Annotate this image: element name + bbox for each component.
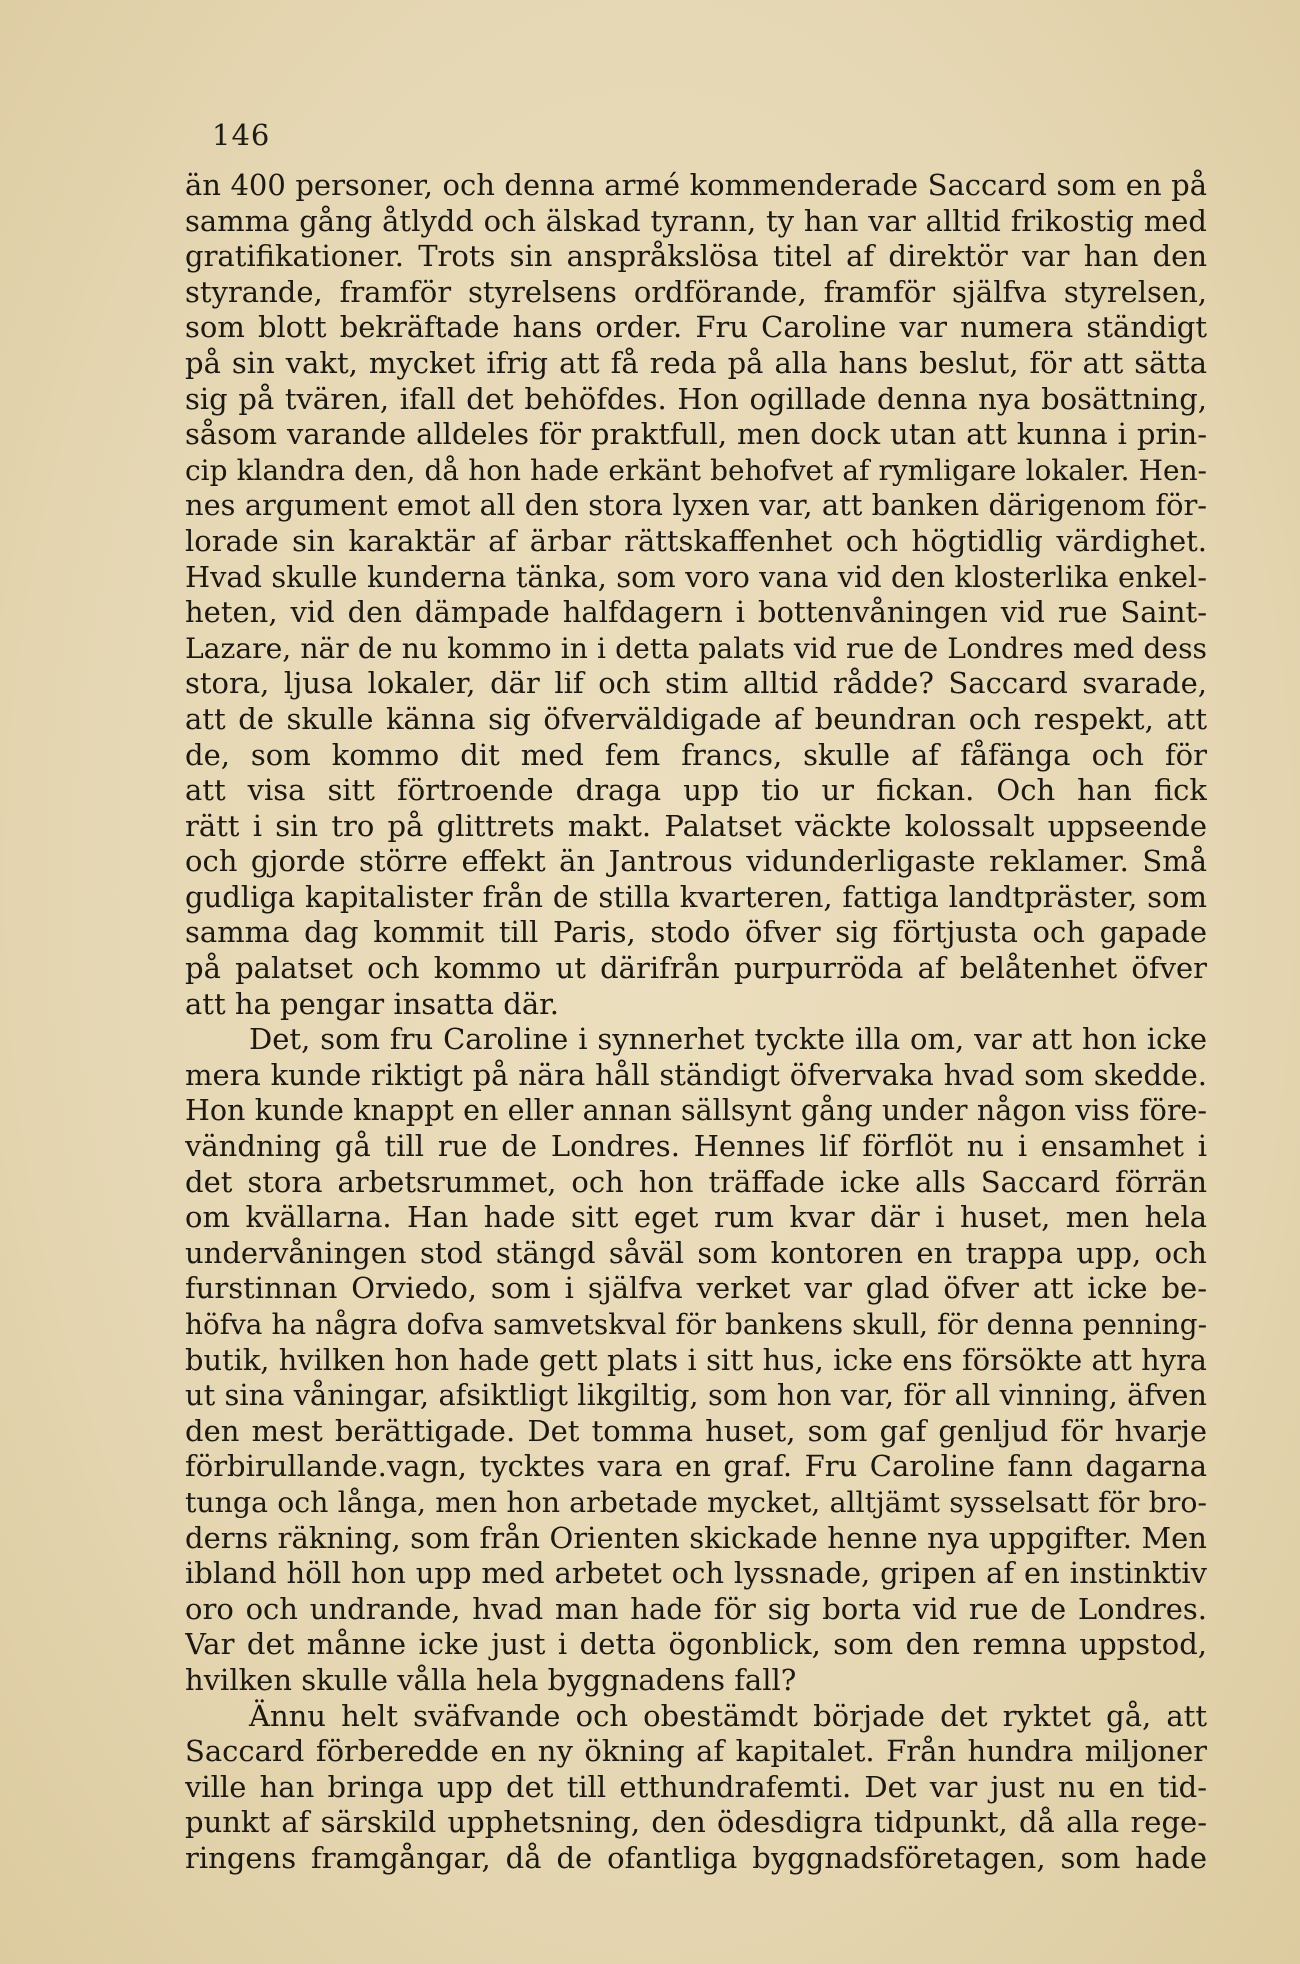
text-line: den mest berättigade. Det tomma huset, som gaf genljud för hvarje: [185, 1413, 1207, 1448]
text-line: mera kunde riktigt på nära håll ständigt öfvervaka hvad som skedde.: [185, 1057, 1207, 1092]
text-line: furstinnan Orviedo, som i själfva verket var glad öfver att icke be-: [185, 1271, 1207, 1306]
text-line: gratifikationer. Trots sin anspråkslösa titel af direktör var han den: [185, 239, 1207, 274]
text-line: punkt af särskild upphetsning, den ödesdigra tidpunkt, då alla rege-: [185, 1805, 1207, 1840]
text-line: Hon kunde knappt en eller annan sällsynt gång under någon viss före-: [185, 1094, 1207, 1128]
text-line: gudliga kapitalister från de stilla kvarteren, fattiga landtpräster, som: [185, 879, 1207, 914]
text-line: Lazare, när de nu kommo in i detta palats vid rue de Londres med dess: [185, 631, 1207, 665]
text-line: stora, ljusa lokaler, där lif och stim alltid rådde? Saccard svarade,: [185, 666, 1207, 701]
text-line: sig på tvären, ifall det behöfdes. Hon ogillade denna nya bosättning,: [185, 381, 1207, 416]
text-line: ville han bringa upp det till etthundrafemti. Det var just nu en tid-: [185, 1769, 1207, 1804]
text-line: samma gång åtlydd och älskad tyrann, ty han var alltid frikostig med: [185, 203, 1207, 238]
text-line: styrande, framför styrelsens ordförande, framför själfva styrelsen,: [185, 274, 1207, 309]
text-line: på palatset och kommo ut därifrån purpurröda af belåtenhet öfver: [185, 951, 1207, 986]
text-line: Det, som fru Caroline i synnerhet tyckte illa om, var att hon icke: [249, 1022, 1207, 1057]
text-line: det stora arbetsrummet, och hon träffade icke alls Saccard förrän: [185, 1164, 1207, 1199]
text-line: om kvällarna. Han hade sitt eget rum kvar där i huset, men hela: [185, 1200, 1207, 1235]
text-line: såsom varande alldeles för praktfull, men dock utan att kunna i prin-: [185, 417, 1207, 452]
body-text: [185, 168, 1207, 1877]
text-line: lorade sin karaktär af ärbar rättskaffenhet och högtidlig värdighet.: [185, 523, 1207, 558]
text-line: att ha pengar insatta där.: [185, 986, 560, 1021]
text-line: höfva ha några dofva samvetskval för bankens skull, för denna penning-: [185, 1308, 1207, 1341]
text-line: ringens framgångar, då de ofantliga byggnadsföretagen, som hade: [185, 1840, 1207, 1875]
text-line: undervåningen stod stängd såväl som kontoren en trappa upp, och: [185, 1235, 1207, 1270]
text-line: butik, hvilken hon hade gett plats i sitt hus, icke ens försökte att hyra: [185, 1342, 1207, 1377]
text-line: nes argument emot all den stora lyxen var, att banken därigenom för-: [185, 488, 1207, 523]
text-line: att de skulle känna sig öfverväldigade af beundran och respekt, att: [185, 701, 1207, 736]
text-line: samma dag kommit till Paris, stodo öfver sig förtjusta och gapade: [185, 915, 1207, 950]
text-line: tunga och långa, men hon arbetade mycket, alltjämt sysselsatt för bro-: [185, 1485, 1207, 1519]
text-line: ut sina våningar, afsiktligt likgiltig, som hon var, för all vinning, äfven: [185, 1378, 1207, 1413]
text-line: Hvad skulle kunderna tänka, som voro vana vid den klosterlika enkel-: [185, 559, 1207, 594]
page-number: 146: [212, 118, 271, 152]
text-line: att visa sitt förtroende draga upp tio ur fickan. Och han fick: [185, 773, 1207, 808]
text-line: de, som kommo dit med fem francs, skulle af fåfänga och för: [185, 737, 1207, 772]
text-line: än 400 personer, och denna armé kommenderade Saccard som en på: [185, 168, 1207, 202]
text-line: vändning gå till rue de Londres. Hennes lif förflöt nu i ensamhet i: [185, 1129, 1207, 1164]
text-line: förbirullande.vagn, tycktes vara en graf. Fru Caroline fann dagarna: [185, 1449, 1207, 1484]
text-line: hvilken skulle vålla hela byggnadens fall?: [185, 1662, 797, 1697]
text-line: rätt i sin tro på glittrets makt. Palatset väckte kolossalt uppseende: [185, 808, 1207, 843]
text-line: Ännu helt sväfvande och obestämdt började det ryktet gå, att: [249, 1698, 1207, 1733]
text-line: Saccard förberedde en ny ökning af kapitalet. Från hundra miljoner: [185, 1734, 1207, 1769]
text-line: Var det månne icke just i detta ögonblick, som den remna uppstod,: [185, 1627, 1207, 1662]
text-line: derns räkning, som från Orienten skickade henne nya uppgifter. Men: [185, 1520, 1207, 1555]
text-line: cip klandra den, då hon hade erkänt behofvet af rymligare lokaler. Hen-: [185, 453, 1207, 487]
text-line: och gjorde större effekt än Jantrous vidunderligaste reklamer. Små: [185, 844, 1207, 879]
text-line: som blott bekräftade hans order. Fru Caroline var numera ständigt: [185, 310, 1207, 345]
text-line: oro och undrande, hvad man hade för sig borta vid rue de Londres.: [185, 1591, 1207, 1626]
text-line: på sin vakt, mycket ifrig att få reda på alla hans beslut, för att sätta: [185, 345, 1207, 380]
text-line: ibland höll hon upp med arbetet och lyssnade, gripen af en instinktiv: [185, 1556, 1207, 1591]
text-line: heten, vid den dämpade halfdagern i bottenvåningen vid rue Saint-: [185, 595, 1207, 630]
